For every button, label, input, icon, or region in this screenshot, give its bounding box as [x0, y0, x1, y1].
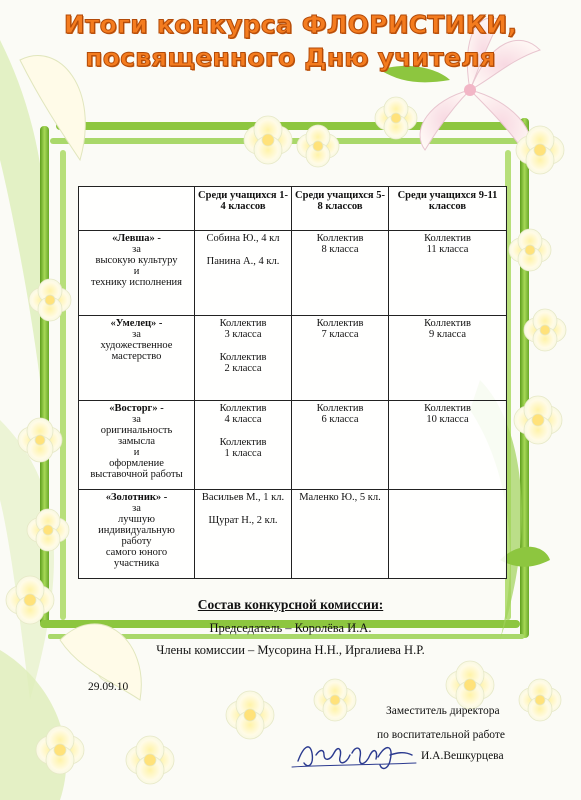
- category-line: работу: [121, 536, 152, 547]
- winner-line: 3 класса: [224, 329, 262, 340]
- winner-line: Собина Ю., 4 кл: [206, 233, 280, 244]
- header-cell-grades-9-11: Среди учащихся 9-11 классов: [389, 187, 507, 231]
- category-line: оригинальность: [100, 425, 173, 436]
- category-name: «Умелец» -: [110, 318, 163, 329]
- winner-cell: [195, 231, 292, 316]
- winner-line: 1 класса: [224, 448, 262, 459]
- category-line: замысла: [117, 436, 156, 447]
- category-line: за: [132, 414, 141, 425]
- winner-line: 6 класса: [321, 414, 359, 425]
- category-line: высокую культуру: [95, 255, 178, 266]
- winner-line: 2 класса: [224, 363, 262, 374]
- table-row: [79, 490, 507, 579]
- category-line: технику исполнения: [90, 277, 183, 288]
- header-cell-grades-5-8: Среди учащихся 5-8 классов: [292, 187, 389, 231]
- winner-cell: [195, 401, 292, 490]
- winner-line: 9 класса: [429, 329, 466, 340]
- winner-cell: [292, 401, 389, 490]
- winner-line: Коллектив: [316, 233, 364, 244]
- winner-cell: [292, 316, 389, 401]
- category-line: самого юного: [105, 547, 168, 558]
- category-line: выставочной работы: [90, 469, 183, 480]
- winner-cell: [389, 316, 507, 401]
- signatory-role-line-1: Заместитель директора: [386, 705, 500, 717]
- title-line-1: Итоги конкурса ФЛОРИСТИКИ,: [63, 10, 518, 39]
- winner-line: Коллектив: [424, 233, 471, 244]
- category-cell: [79, 401, 195, 490]
- winner-line: 8 класса: [321, 244, 359, 255]
- category-line: и: [133, 266, 140, 277]
- header-cell-grades-1-4: Среди учащихся 1-4 классов: [195, 187, 292, 231]
- table-header-row: [79, 187, 507, 231]
- signatory-name: И.А.Вешкурцева: [421, 750, 504, 762]
- winner-cell: [389, 401, 507, 490]
- category-name: «Восторг» -: [109, 403, 164, 414]
- winner-cell: [195, 316, 292, 401]
- category-line: мастерство: [111, 351, 162, 362]
- winner-line: 10 класса: [426, 414, 469, 425]
- document-date: 29.09.10: [88, 681, 129, 693]
- header-cell-empty: [79, 187, 195, 231]
- handwritten-signature: [290, 735, 420, 775]
- commission-chair: Председатель – Королёва И.А.: [209, 621, 372, 635]
- winner-line: Коллектив: [316, 318, 364, 329]
- winner-line: Васильев М., 1 кл.: [201, 492, 285, 503]
- table-row: [79, 231, 507, 316]
- winner-cell: [292, 231, 389, 316]
- results-table: [78, 186, 507, 579]
- category-cell: [79, 316, 195, 401]
- winner-line: Коллектив: [219, 437, 267, 448]
- title-line-2: посвященного Дню учителя: [85, 43, 496, 72]
- winner-line: 7 класса: [321, 329, 359, 340]
- category-line: за: [132, 329, 141, 340]
- winner-line: Коллектив: [219, 318, 267, 329]
- winner-line: Маленко Ю., 5 кл.: [299, 492, 381, 503]
- winner-line: Коллектив: [316, 403, 364, 414]
- category-line: участника: [113, 558, 160, 569]
- commission-members: Члены комиссии – Мусорина Н.Н., Иргалиева Н.Р.: [156, 643, 425, 657]
- category-name: «Золотник» -: [105, 492, 168, 503]
- signatory-role-line-2: по воспитательной работе: [377, 729, 506, 741]
- category-line: лучшую: [118, 514, 155, 525]
- category-cell: [79, 231, 195, 316]
- category-name: «Левша» -: [112, 233, 161, 244]
- commission-title: Состав конкурсной комиссии:: [197, 597, 384, 612]
- table-row: [79, 316, 507, 401]
- winner-line: Коллектив: [219, 352, 267, 363]
- category-cell: [79, 490, 195, 579]
- winner-cell-empty: [389, 490, 507, 579]
- category-line: оформление: [109, 458, 164, 469]
- category-line: художественное: [100, 340, 173, 351]
- table-row: [79, 401, 507, 490]
- winner-line: Панина А., 4 кл.: [206, 256, 280, 267]
- winner-line: Коллектив: [424, 403, 471, 414]
- winner-line: 4 класса: [224, 414, 262, 425]
- category-line: индивидуальную: [98, 525, 175, 536]
- winner-line: Коллектив: [424, 318, 471, 329]
- winner-cell: [195, 490, 292, 579]
- winner-line: Коллектив: [219, 403, 267, 414]
- category-line: за: [132, 503, 141, 514]
- winner-cell: [292, 490, 389, 579]
- winner-line: 11 класса: [426, 244, 469, 255]
- category-line: за: [132, 244, 141, 255]
- category-line: и: [133, 447, 140, 458]
- winner-line: Щурат Н., 2 кл.: [208, 515, 278, 526]
- winner-cell: [389, 231, 507, 316]
